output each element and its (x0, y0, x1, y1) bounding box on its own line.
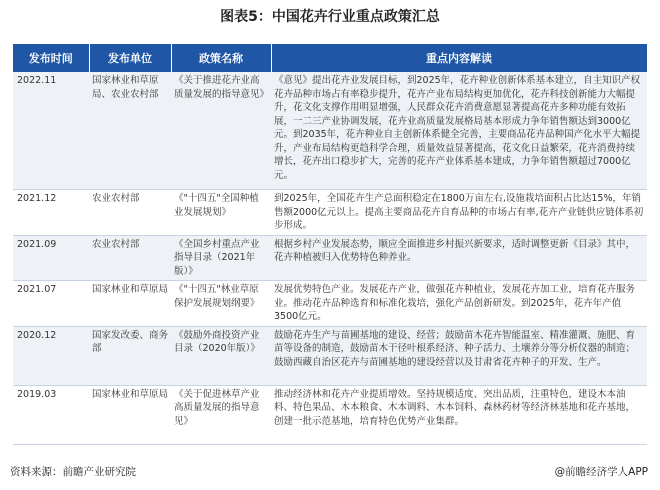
row-date: 2022.11 (13, 72, 89, 190)
table-row (13, 235, 647, 281)
row-issuer: 国家林业和草原局 (89, 385, 171, 444)
row-policy: 《全国乡村重点产业指导目录（2021年版）》 (171, 235, 271, 281)
row-content: 到2025年，全国花卉生产总面积稳定在1800万亩左右,设施栽培面积占比达15%，年销售额2000亿元以上。提高主要商品花卉自育品种的市场占有率,花卉产业链供应链体系初步形成。 (271, 190, 647, 236)
row-issuer: 国家林业和草原局、农业农村部 (89, 72, 171, 190)
row-issuer: 国家发改委、商务部 (89, 326, 171, 385)
row-content: 根据乡村产业发展态势，顺应全面推进乡村振兴新要求，适时调整更新《目录》其中，花卉种植被归入优势特色种养业。 (271, 235, 647, 281)
row-policy: 《"十四五"全国种植业发展规划》 (171, 190, 271, 236)
table-row (13, 326, 647, 385)
table-row (13, 281, 647, 327)
row-content: 推动经济林和花卉产业提质增效。坚持规模适度、突出品质，注重特色，建设木本油料、特色果品、木本粮食、木本调料、木本饲料、森林药材等经济林基地和花卉基地，创建一批示范基地，培育特色优势产业集群。 (271, 385, 647, 444)
row-content: 发展优势特色产业。发展花卉产业，做强花卉种植业，发展花卉加工业，培育花卉服务业。推动花卉品种选育和标准化栽培，强化产品创新研发。到2025年，花卉年产值3500亿元。 (271, 281, 647, 327)
brand-credit: @前瞻经济学人APP (554, 466, 648, 478)
row-policy: 《关于推进花卉业高质量发展的指导意见》 (171, 72, 271, 190)
header-policy: 政策名称 (171, 44, 271, 72)
table-row (13, 190, 647, 236)
table-header-row (13, 44, 647, 72)
row-date: 2021.07 (13, 281, 89, 327)
header-content: 重点内容解读 (271, 44, 647, 72)
table-row (13, 385, 647, 444)
row-date: 2021.12 (13, 190, 89, 236)
source-note: 资料来源：前瞻产业研究院 (10, 466, 136, 478)
row-date: 2020.12 (13, 326, 89, 385)
row-content: 《意见》提出花卉业发展目标，到2025年，花卉种业创新体系基本建立，自主知识产权花卉品种市场占有率稳步提升，花卉产业布局结构更加优化，花卉科技创新能力大幅提升，花文化支撑作用明显增强，人民群众花卉消费意愿显著提高花卉多种功能有效拓展，一二三产业协调发展，花卉业高质量发展格局基本形成力争年销售额达到3000亿元。到2035年，花卉种业自主创新体系健全完善，主要商品花卉品种国产化水平大幅提升，产业布局结构更趋科学合理，质量效益显著提高，花文化日益繁荣，花卉消费持续增长，花卉出口稳步扩大，完善的花卉产业体系基本建成，力争年销售额超过7000亿元。 (271, 72, 647, 190)
policy-table (13, 44, 648, 445)
row-issuer: 农业农村部 (89, 190, 171, 236)
row-policy: 《鼓励外商投资产业目录（2020年版）》 (171, 326, 271, 385)
row-date: 2019.03 (13, 385, 89, 444)
row-content: 鼓励花卉生产与苗圃基地的建设、经营；鼓励苗木花卉智能温室、精准灌溉、施肥、育苗等设备的制造，鼓励苗木干径叶根系经济、种子活力、土壤养分等分析仪器的制造；鼓励西藏自治区花卉与苗圃基地的建设经营以及甘肃省花卉种子的开发、生产。 (271, 326, 647, 385)
table-row (13, 72, 647, 190)
row-issuer: 国家林业和草原局 (89, 281, 171, 327)
row-policy: 《"十四五"林业草原保护发展规划纲要》 (171, 281, 271, 327)
chart-title: 图表5：中国花卉行业重点政策汇总 (220, 9, 440, 25)
row-policy: 《关于促进林草产业高质量发展的指导意见》 (171, 385, 271, 444)
header-date: 发布时间 (13, 44, 89, 72)
row-date: 2021.09 (13, 235, 89, 281)
header-issuer: 发布单位 (89, 44, 171, 72)
row-issuer: 农业农村部 (89, 235, 171, 281)
